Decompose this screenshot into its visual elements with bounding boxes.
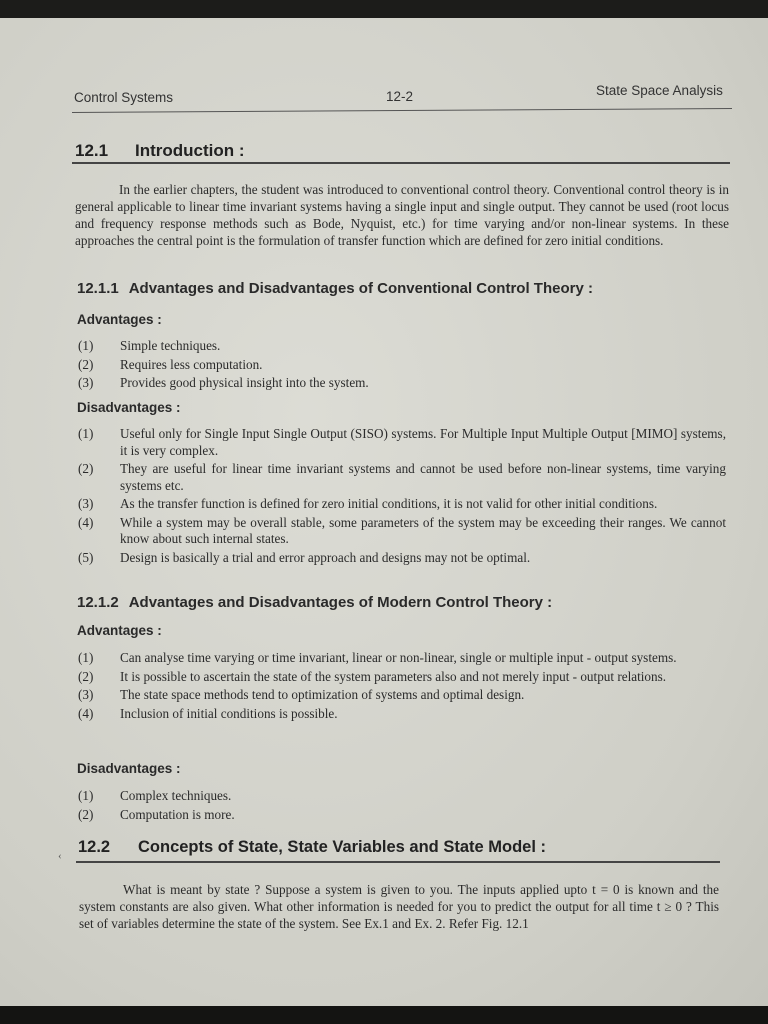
list-item-text: Inclusion of initial conditions is possible. bbox=[120, 705, 338, 721]
header-left: Control Systems bbox=[74, 90, 174, 105]
list-item bbox=[78, 338, 726, 355]
list-item bbox=[78, 426, 726, 459]
section-title: Introduction : bbox=[135, 141, 245, 160]
subsection-number: 12.1.2 bbox=[77, 594, 119, 611]
list-item-number: (3) bbox=[78, 496, 94, 511]
section-rule bbox=[72, 162, 730, 164]
intro-paragraph bbox=[75, 181, 729, 249]
list-item-text: Requires less computation. bbox=[120, 356, 263, 372]
list-item-number: (1) bbox=[78, 426, 94, 441]
disadvantages-heading: Disadvantages : bbox=[77, 761, 181, 776]
intro-text: In the earlier chapters, the student was introduced to conventional control theory. Conventional control theory is in general applicable to linear time invariant systems having a single input and single output. They cannot be used (root locus and frequency response methods such as Bode, Nyquist, etc.) for time varying and/or non-linear systems. In these approaches the central point is the formulation of transfer function which are defined for zero initial conditions. bbox=[75, 182, 729, 248]
list-item-text: They are useful for linear time invariant systems and cannot be used before non-linear systems, time varying systems etc. bbox=[120, 461, 726, 493]
top-edge bbox=[0, 0, 768, 18]
subsection-heading-12-1-1 bbox=[77, 280, 593, 297]
subsection-title: Advantages and Disadvantages of Conventional Control Theory : bbox=[128, 280, 593, 297]
list-item bbox=[78, 788, 726, 805]
list-item-text: Provides good physical insight into the system. bbox=[120, 375, 369, 390]
modern-advantages-list bbox=[78, 650, 726, 724]
list-item bbox=[78, 357, 726, 374]
list-item-text: Computation is more. bbox=[120, 806, 235, 822]
section-heading-12-2 bbox=[78, 838, 546, 857]
list-item-text: It is possible to ascertain the state of the system parameters also and not merely input - output relations. bbox=[120, 668, 667, 684]
list-item-text: Complex techniques. bbox=[120, 788, 232, 803]
list-item-number: (1) bbox=[78, 650, 94, 665]
section-title: Concepts of State, State Variables and State Model : bbox=[138, 838, 547, 856]
list-item-number: (3) bbox=[78, 375, 94, 390]
list-item-number: (4) bbox=[78, 705, 94, 721]
list-item bbox=[78, 375, 726, 392]
list-item-text: Can analyse time varying or time invariant, linear or non-linear, single or multiple input - output systems. bbox=[120, 650, 677, 665]
subsection-title: Advantages and Disadvantages of Modern Control Theory : bbox=[128, 594, 553, 611]
list-item-number: (5) bbox=[78, 549, 94, 565]
modern-disadvantages-list bbox=[78, 788, 726, 825]
list-item bbox=[78, 669, 726, 686]
header-right: State Space Analysis bbox=[596, 83, 723, 98]
list-item bbox=[78, 496, 726, 513]
list-item-number: (4) bbox=[78, 514, 94, 530]
list-item-number: (1) bbox=[78, 788, 94, 803]
section-number: 12.1 bbox=[75, 141, 109, 160]
list-item-number: (2) bbox=[78, 806, 94, 822]
list-item-text: While a system may be overall stable, some parameters of the system may be exceeding their ranges. We cannot know about such internal states. bbox=[120, 514, 726, 546]
list-item-text: Design is basically a trial and error approach and designs may not be optimal. bbox=[120, 549, 531, 565]
subsection-number: 12.1.1 bbox=[77, 280, 119, 297]
page-number: 12-2 bbox=[386, 89, 414, 104]
list-item bbox=[78, 687, 726, 704]
section-heading-12-1 bbox=[75, 141, 245, 161]
subsection-heading-12-1-2 bbox=[77, 594, 552, 611]
list-item-number: (3) bbox=[78, 687, 94, 702]
conventional-disadvantages-list bbox=[78, 426, 726, 568]
conventional-advantages-list bbox=[78, 338, 726, 394]
list-item bbox=[78, 550, 726, 567]
list-item bbox=[78, 461, 726, 494]
advantages-heading: Advantages : bbox=[77, 312, 162, 327]
list-item-number: (2) bbox=[78, 461, 94, 476]
margin-mark: ‹ bbox=[58, 850, 62, 862]
list-item bbox=[78, 807, 726, 824]
state-paragraph bbox=[79, 881, 719, 932]
list-item-text: As the transfer function is defined for zero initial conditions, it is not valid for other initial conditions. bbox=[120, 496, 658, 511]
section-rule bbox=[76, 861, 720, 863]
list-item-text: Useful only for Single Input Single Output (SISO) systems. For Multiple Input Multiple Output [MIMO] systems, it is very complex. bbox=[120, 426, 726, 458]
list-item-number: (2) bbox=[78, 668, 94, 684]
list-item-text: Simple techniques. bbox=[120, 338, 221, 353]
section-number: 12.2 bbox=[78, 838, 111, 856]
list-item bbox=[78, 706, 726, 723]
list-item bbox=[78, 650, 726, 667]
list-item-number: (1) bbox=[78, 338, 94, 353]
disadvantages-heading: Disadvantages : bbox=[77, 400, 181, 415]
state-text: What is meant by state ? Suppose a system is given to you. The inputs applied upto t = 0 is known and the system constants are also given. What other information is needed for you to predict the output for all time t ≥ 0 ? This set of variables determine the state of the system. See Ex.1 and Ex. 2. Refer Fig. 12.1 bbox=[79, 882, 719, 931]
list-item-number: (2) bbox=[78, 356, 94, 372]
bottom-edge bbox=[0, 1006, 768, 1024]
list-item-text: The state space methods tend to optimization of systems and optimal design. bbox=[120, 687, 525, 702]
list-item bbox=[78, 515, 726, 548]
advantages-heading: Advantages : bbox=[77, 623, 162, 638]
